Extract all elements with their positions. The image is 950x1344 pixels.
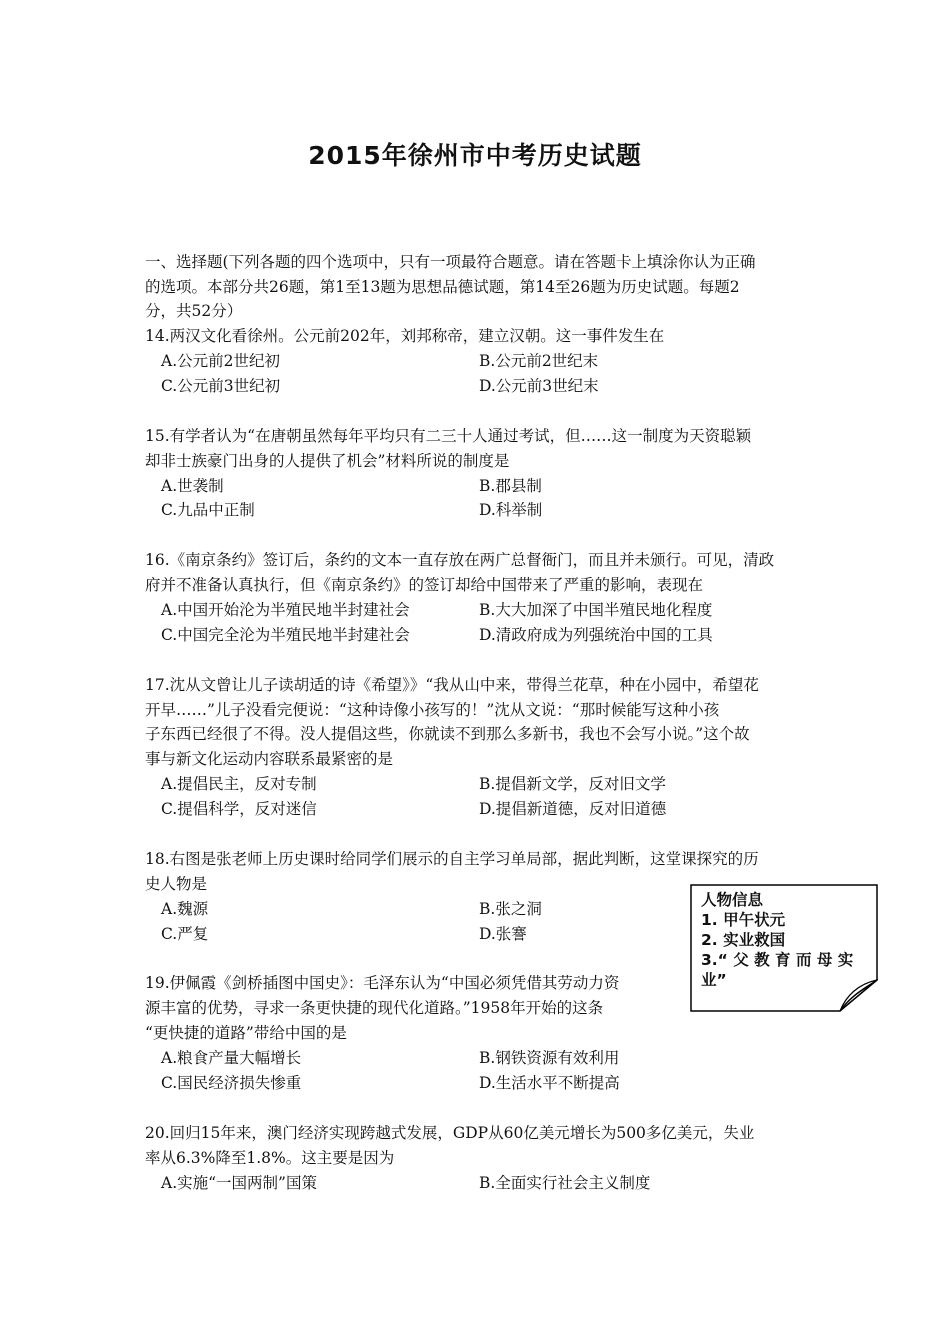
q18-option-b: B.张之洞 bbox=[479, 900, 542, 918]
q15-option-b: B.郡县制 bbox=[479, 477, 542, 495]
question-17-stem: 开早……”儿子没看完便说：“这种诗像小孩写的！”沈从文说：“那时候能写这种小孩 bbox=[145, 701, 720, 719]
q16-option-a: A.中国开始沦为半殖民地半封建社会 bbox=[161, 601, 410, 619]
question-18-stem: 史人物是 bbox=[145, 875, 208, 893]
note-heading: 人物信息 bbox=[701, 891, 764, 909]
page-title: 2015年徐州市中考历史试题 bbox=[308, 141, 642, 170]
note-item: 2. 实业救国 bbox=[701, 931, 786, 949]
question-20-stem: 20.回归15年来，澳门经济实现跨越式发展，GDP从60亿美元增长为500多亿美元，失业 bbox=[145, 1124, 755, 1142]
question-14-stem: 14.两汉文化看徐州。公元前202年，刘邦称帝，建立汉朝。这一事件发生在 bbox=[145, 327, 665, 345]
note-item: 3.“ 父 教 育 而 母 实 bbox=[701, 951, 854, 969]
person-info-note bbox=[690, 884, 878, 1012]
q14-option-a: A.公元前2世纪初 bbox=[161, 352, 280, 370]
question-17-stem: 17.沈从文曾让儿子读胡适的诗《希望》》“我从山中来，带得兰花草，种在小园中，希望花 bbox=[145, 676, 759, 694]
q18-option-d: D.张謇 bbox=[479, 925, 527, 943]
q19-option-d: D.生活水平不断提高 bbox=[479, 1074, 620, 1092]
q16-option-b: B.大大加深了中国半殖民地化程度 bbox=[479, 601, 713, 619]
q16-option-d: D.清政府成为列强统治中国的工具 bbox=[479, 626, 713, 644]
intro-line: 一、选择题(下列各题的四个选项中，只有一项最符合题意。请在答题卡上填涂你认为正确 bbox=[145, 253, 756, 271]
question-17-stem: 子东西已经很了不得。没人提倡这些，你就读不到那么多新书，我也不会写小说。”这个故 bbox=[145, 725, 750, 743]
q17-option-a: A.提倡民主，反对专制 bbox=[161, 775, 317, 793]
question-18-stem: 18.右图是张老师上历史课时给同学们展示的自主学习单局部，据此判断，这堂课探究的历 bbox=[145, 850, 759, 868]
q20-option-a: A.实施“一国两制”国策 bbox=[161, 1174, 317, 1192]
q19-option-c: C.国民经济损失惨重 bbox=[161, 1074, 302, 1092]
question-19-stem: 19.伊佩霞《剑桥插图中国史》：毛泽东认为“中国必须凭借其劳动力资 bbox=[145, 974, 620, 992]
q18-option-a: A.魏源 bbox=[161, 900, 209, 918]
question-16-stem: 府并不准备认真执行，但《南京条约》的签订却给中国带来了严重的影响，表现在 bbox=[145, 576, 704, 594]
q17-option-d: D.提倡新道德，反对旧道德 bbox=[479, 800, 667, 818]
question-15-stem: 却非士族豪门出身的人提供了机会”材料所说的制度是 bbox=[145, 452, 510, 470]
question-16-stem: 16.《南京条约》签订后，条约的文本一直存放在两广总督衙门，而且并未颁行。可见，清政 bbox=[145, 551, 775, 569]
intro-line: 的选项。本部分共26题，第1至13题为思想品德试题，第14至26题为历史试题。每题2 bbox=[145, 278, 740, 296]
q18-option-c: C.严复 bbox=[161, 925, 209, 943]
q17-option-c: C.提倡科学，反对迷信 bbox=[161, 800, 317, 818]
question-15-stem: 15.有学者认为“在唐朝虽然每年平均只有二三十人通过考试，但……这一制度为天资聪颖 bbox=[145, 427, 752, 445]
q15-option-a: A.世袭制 bbox=[161, 477, 224, 495]
q15-option-d: D.科举制 bbox=[479, 501, 543, 519]
question-19-stem: 源丰富的优势，寻求一条更快捷的现代化道路。”1958年开始的这条 bbox=[145, 999, 604, 1017]
intro-line: 分，共52分） bbox=[145, 302, 243, 320]
question-20-stem: 率从6.3%降至1.8%。这主要是因为 bbox=[145, 1149, 395, 1167]
note-item: 业” bbox=[701, 971, 727, 989]
q14-option-b: B.公元前2世纪末 bbox=[479, 352, 599, 370]
q15-option-c: C.九品中正制 bbox=[161, 501, 255, 519]
q20-option-b: B.全面实行社会主义制度 bbox=[479, 1174, 651, 1192]
q19-option-b: B.钢铁资源有效利用 bbox=[479, 1049, 620, 1067]
question-17-stem: 事与新文化运动内容联系最紧密的是 bbox=[145, 750, 394, 768]
q14-option-d: D.公元前3世纪末 bbox=[479, 377, 599, 395]
q19-option-a: A.粮食产量大幅增长 bbox=[161, 1049, 302, 1067]
q14-option-c: C.公元前3世纪初 bbox=[161, 377, 281, 395]
q16-option-c: C.中国完全沦为半殖民地半封建社会 bbox=[161, 626, 410, 644]
note-item: 1. 甲午状元 bbox=[701, 911, 786, 929]
q17-option-b: B.提倡新文学，反对旧文学 bbox=[479, 775, 666, 793]
question-19-stem: “更快捷的道路”带给中国的是 bbox=[145, 1024, 347, 1042]
